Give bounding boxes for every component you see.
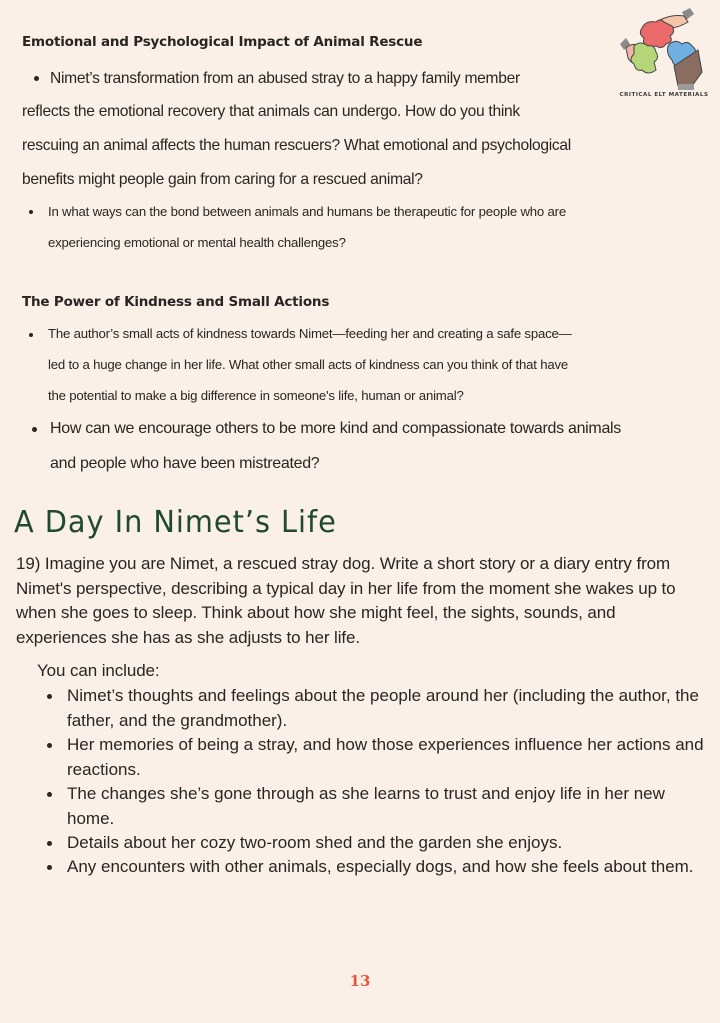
- bullet: [34, 76, 39, 81]
- bullet: [47, 792, 52, 797]
- include-item: Her memories of being a stray, and how those experiences influence her actions and reactions.: [67, 735, 704, 779]
- bullet: [47, 694, 52, 699]
- question-text: led to a huge change in her life. What other small acts of kindness can you think of that have: [48, 357, 569, 372]
- question-text: the potential to make a big difference in someone's life, human or animal?: [48, 388, 464, 403]
- question-text: rescuing an animal affects the human rescuers? What emotional and psychological: [22, 137, 571, 154]
- include-item: Details about her cozy two-room shed and the garden she enjoys.: [67, 833, 563, 852]
- include-item: Nimet’s thoughts and feelings about the people around her (including the author, the father, and the grandmother).: [67, 686, 699, 730]
- bullet: [47, 743, 52, 748]
- logo: [612, 6, 716, 102]
- puzzle-hands-icon: [612, 6, 716, 92]
- logo-text: CRITICAL ELT MATERIALS: [619, 92, 709, 98]
- question-text: The author’s small acts of kindness towards Nimet—feeding her and creating a safe space—: [48, 326, 572, 341]
- page-number: 13: [349, 972, 371, 990]
- writing-prompt: 19) Imagine you are Nimet, a rescued stray dog. Write a short story or a diary entry from Nimet's perspective, describing a typical day in her life from the moment she wakes up to when she goes to sleep. Think about how she might feel, the sights, sounds, and experiences she has as she adjusts to her life.: [16, 554, 676, 647]
- bullet: [47, 841, 52, 846]
- bullet: [32, 427, 37, 432]
- question-text: How can we encourage others to be more kind and compassionate towards animals: [50, 420, 622, 437]
- question-text: In what ways can the bond between animals and humans be therapeutic for people who are: [48, 204, 566, 219]
- question-text: and people who have been mistreated?: [50, 455, 320, 472]
- section-heading-emotional-impact: Emotional and Psychological Impact of Animal Rescue: [22, 34, 423, 50]
- question-text: Nimet’s transformation from an abused stray to a happy family member: [50, 70, 520, 87]
- bullet: [29, 210, 33, 214]
- include-item: The changes she’s gone through as she learns to trust and enjoy life in her new home.: [67, 784, 665, 828]
- section-title-day-in-life: A Day In Nimet’s Life: [14, 505, 337, 540]
- question-text: reflects the emotional recovery that animals can undergo. How do you think: [22, 103, 520, 120]
- bullet: [47, 865, 52, 870]
- question-text: experiencing emotional or mental health challenges?: [48, 235, 346, 250]
- bullet: [29, 333, 33, 337]
- section-heading-kindness: The Power of Kindness and Small Actions: [22, 294, 330, 310]
- question-text: benefits might people gain from caring for a rescued animal?: [22, 171, 423, 188]
- include-item: Any encounters with other animals, especially dogs, and how she feels about them.: [67, 857, 694, 876]
- include-label: You can include:: [37, 661, 160, 680]
